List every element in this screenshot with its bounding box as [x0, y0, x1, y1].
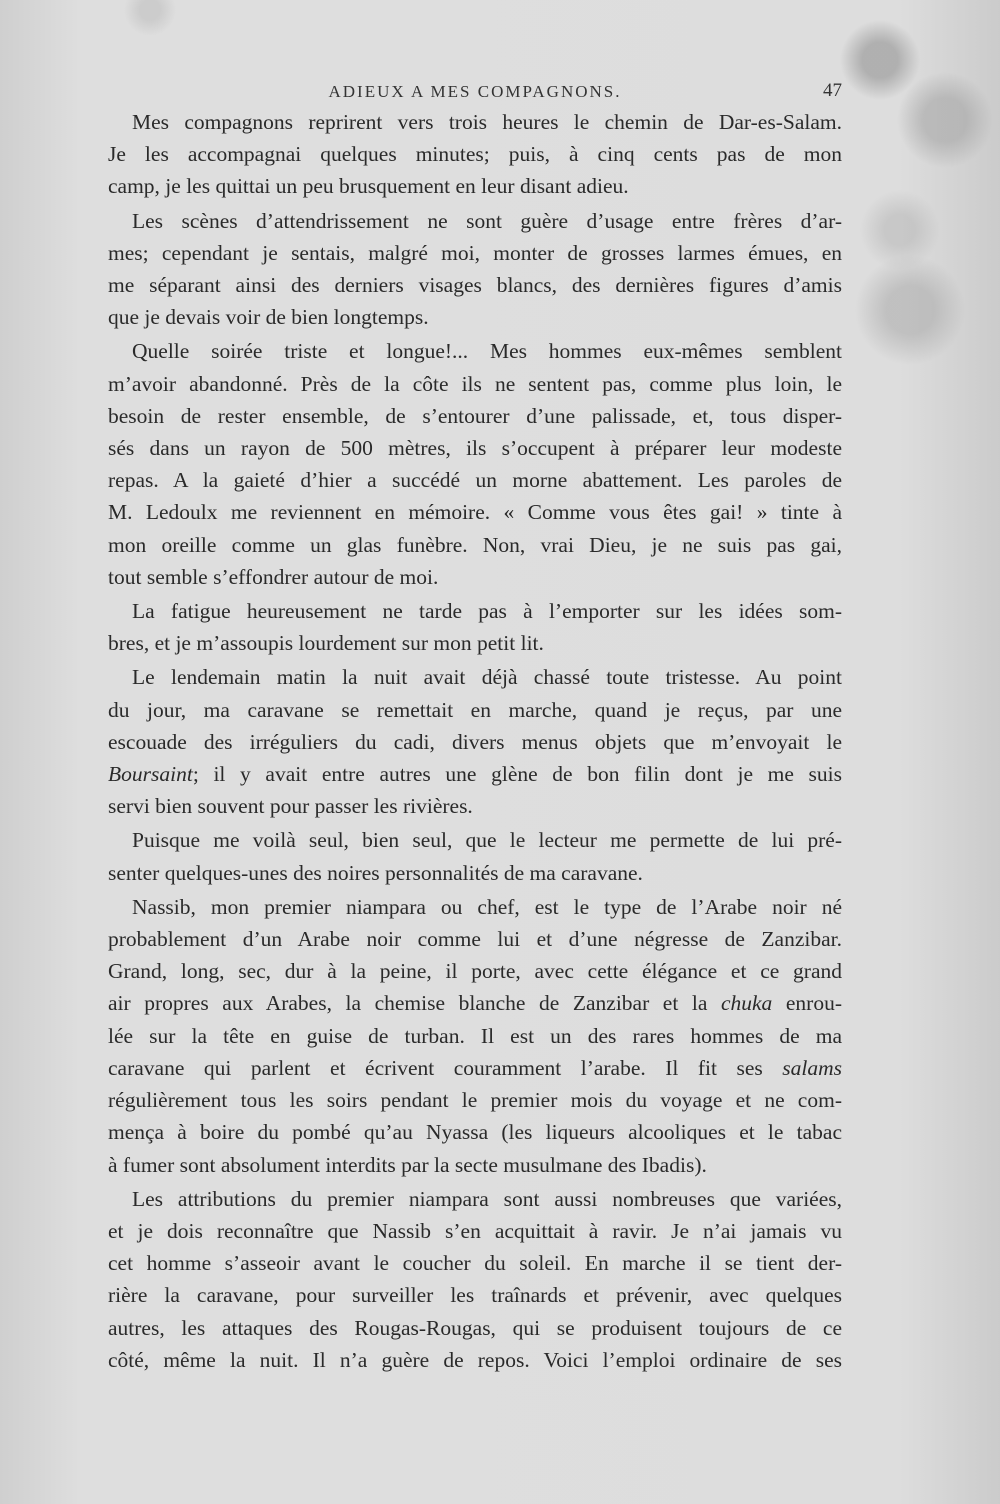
italic-term-chuka: chuka — [720, 991, 773, 1016]
text-line: mença à boire du pombé qu’au Nyassa (les liqueurs alcooliques et le tabac — [108, 1120, 842, 1145]
paragraph — [108, 106, 842, 203]
text-line: tout semble s’effondrer autour de moi. — [108, 564, 439, 589]
text-line: La fatigue heureusement ne tarde pas à l’emporter sur les idées som- — [132, 599, 842, 624]
text-line: mes; cependant je sentais, malgré moi, monter de grosses larmes émues, en — [108, 240, 842, 265]
text-line: à fumer sont absolument interdits par la secte musulmane des Ibadis). — [108, 1152, 707, 1177]
text-line: du jour, ma caravane se remettait en marche, quand je reçus, par une — [108, 697, 842, 722]
text-line — [108, 987, 842, 1019]
text-line: sés dans un rayon de 500 mètres, ils s’occupent à préparer leur modeste — [108, 436, 842, 461]
italic-ship-name: Boursaint — [108, 762, 193, 787]
text-line: senter quelques-unes des noires personnalités de ma caravane. — [108, 860, 643, 885]
text-line: rière la caravane, pour surveiller les traînards et prévenir, avec quelques — [108, 1283, 842, 1308]
text-line: repas. A la gaieté d’hier a succédé un morne abattement. Les paroles de — [108, 468, 842, 493]
body-text — [108, 106, 842, 1376]
text-line: m’avoir abandonné. Près de la côte ils ne sentent pas, comme plus loin, le — [108, 371, 842, 396]
text-line: Je les accompagnai quelques minutes; puis, à cinq cents pas de mon — [108, 142, 842, 167]
text-line: Grand, long, sec, dur à la peine, il porte, avec cette élégance et ce grand — [108, 959, 842, 984]
running-title: ADIEUX A MES COMPAGNONS. — [328, 82, 622, 101]
text-line: Quelle soirée triste et longue!... Mes hommes eux-mêmes semblent — [132, 339, 842, 364]
text-line: Les attributions du premier niampara sont aussi nombreuses que variées, — [132, 1186, 842, 1211]
italic-term-salams: salams — [782, 1055, 842, 1080]
text-line: côté, même la nuit. Il n’a guère de repos. Voici l’emploi ordinaire de ses — [108, 1347, 842, 1372]
text-line: que je devais voir de bien longtemps. — [108, 305, 429, 330]
text-line: Les scènes d’attendrissement ne sont guère d’usage entre frères d’ar- — [132, 208, 842, 233]
book-page — [108, 76, 842, 1378]
text-line: régulièrement tous les soirs pendant le premier mois du voyage et ne com- — [108, 1088, 842, 1113]
text-line: probablement d’un Arabe noir comme lui et d’une négresse de Zanzibar. — [108, 927, 842, 952]
text-line: lée sur la tête en guise de turban. Il est un des rares hommes de ma — [108, 1023, 842, 1048]
text-line — [108, 1052, 842, 1084]
paragraph — [108, 595, 842, 659]
text-line: Nassib, mon premier niampara ou chef, est le type de l’Arabe noir né — [132, 894, 842, 919]
text-fragment: air propres aux Arabes, la chemise blanche de Zanzibar et la — [108, 991, 721, 1016]
text-line: camp, je les quittai un peu brusquement en leur disant adieu. — [108, 174, 629, 199]
paragraph — [108, 824, 842, 888]
text-line: Puisque me voilà seul, bien seul, que le lecteur me permette de lui pré- — [132, 828, 842, 853]
paragraph — [108, 661, 842, 822]
text-line — [108, 758, 842, 790]
text-line: bres, et je m’assoupis lourdement sur mon petit lit. — [108, 631, 544, 656]
paragraph — [108, 1183, 842, 1376]
running-head — [108, 76, 842, 106]
text-line: M. Ledoulx me reviennent en mémoire. « Comme vous êtes gai! » tinte à — [108, 500, 842, 525]
text-line: Le lendemain matin la nuit avait déjà chassé toute tristesse. Au point — [132, 665, 842, 690]
paragraph — [108, 205, 842, 334]
paragraph — [108, 891, 842, 1181]
text-line: mon oreille comme un glas funèbre. Non, vrai Dieu, je ne suis pas gai, — [108, 532, 842, 557]
text-line: escouade des irréguliers du cadi, divers menus objets que m’envoyait le — [108, 729, 842, 754]
page-number: 47 — [823, 80, 842, 101]
text-line: servi bien souvent pour passer les rivières. — [108, 794, 473, 819]
paragraph — [108, 335, 842, 593]
text-fragment: enrou- — [772, 991, 842, 1016]
text-line: Mes compagnons reprirent vers trois heures le chemin de Dar-es-Salam. — [132, 110, 842, 134]
text-fragment: ; il y avait entre autres une glène de bon filin dont je me suis — [192, 762, 842, 787]
text-line: autres, les attaques des Rougas-Rougas, qui se produisent toujours de ce — [108, 1315, 842, 1340]
text-line: besoin de rester ensemble, de s’entourer d’une palissade, et, tous disper- — [108, 403, 842, 428]
text-line: cet homme s’asseoir avant le coucher du soleil. En marche il se tient der- — [108, 1251, 842, 1276]
text-line: et je dois reconnaître que Nassib s’en acquittait à ravir. Je n’ai jamais vu — [108, 1218, 842, 1243]
text-line: me séparant ainsi des derniers visages blancs, des dernières figures d’amis — [108, 273, 842, 298]
text-fragment: caravane qui parlent et écrivent couramment l’arabe. Il fit ses — [108, 1055, 783, 1080]
